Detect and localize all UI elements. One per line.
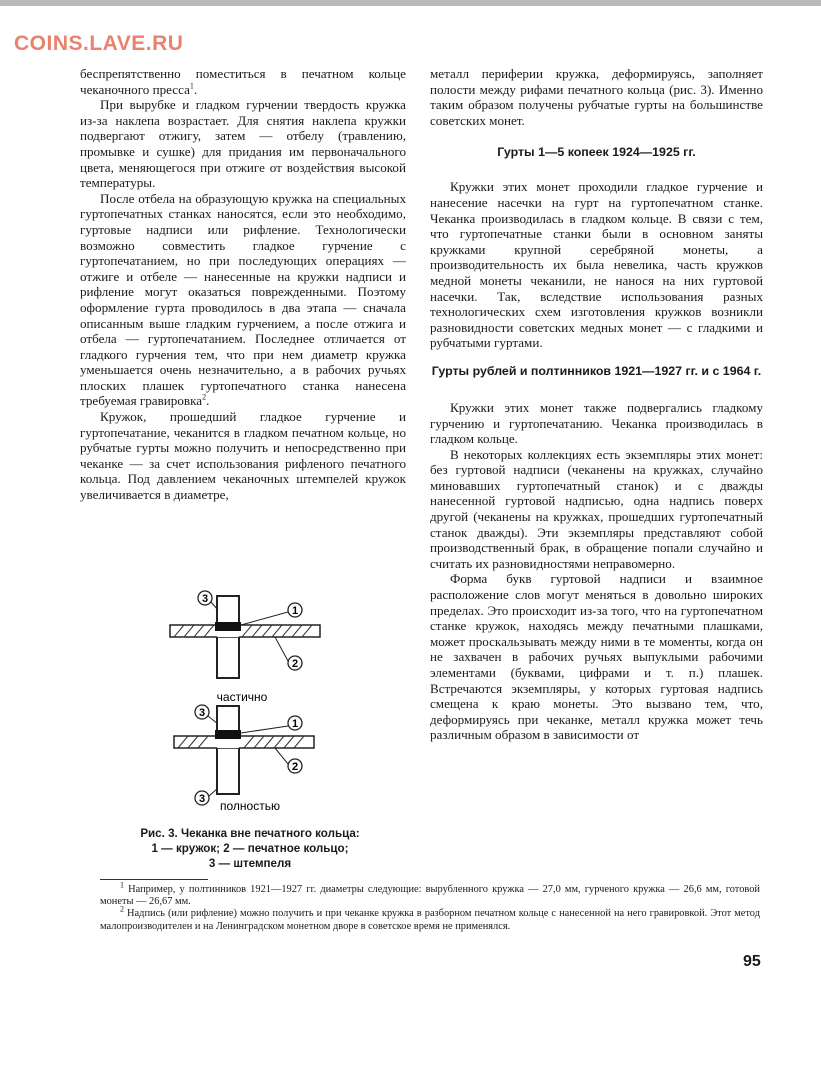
marker-3: 3 [198,793,206,805]
label-partial: частично [216,690,268,704]
site-watermark-logo: COINS.LAVE.RU [14,32,184,55]
footnotes [100,880,760,933]
paragraph: беспрепятственно поместиться в печатном кольце чеканочного пресса$^1$. [80,66,406,97]
paragraph-text: После отбела на образующую кружка на специальных гуртопечатных станках наносятся, если это необходимо, гуртовые надписи или рифление. Технологически возможно совместить гладкое гурчение с гуртопечатанием, но при последующих операциях — отжиге и отбеле — нанесенные на кружки надписи и рифление могут оказаться поврежденными. Поэтому оформление гурта проводилось в два этапа — сначала описанным выше гладким гурчением, а после отжига и отбела — гуртопечатанием. Последнее отличается от гладкого гурчения тем, что при нем диаметр кружка уменьшается очень незначительно, а в рабочих ручьях плоских плашек гуртопечатного станка нанесена требуемая гравировка [80,190,406,409]
caption-line: 1 — кружок; 2 — печатное кольцо; [151,842,349,855]
left-column [80,66,406,503]
footnote [100,904,760,932]
footnote-divider [100,879,208,880]
paragraph: При вырубке и гладком гурчении твердость кружка из-за наклепа возрастает. Для снятия наклепа кружки подвергают отжигу, затем — отбелу (травлению, промывке и сушке) для придания им первоначального цвета, меняющегося при отжиге от воздействия высокой температуры. [80,97,406,191]
paragraph: Кружки этих монет проходили гладкое гурчение и нанесение насечки на гурт на гуртопечатном станке. Чеканка производилась в гладком кольце. В связи с тем, что гуртопечатные станки были в основном заняты кружками крупной серебряной монеты, а производительность их была невелика, часть кружков медной монеты чеканили, не нанося на них гуртовой насечки. Так, вследствие использования разных технологических схем изготовления кружков возникли разновидности советских медных монет — с гладкими и рубчатыми гуртами. [430,179,763,351]
section-heading: Гурты рублей и полтинников 1921—1927 гг. и с 1964 г. [431,363,762,378]
footnote-ref: 2 [202,393,207,403]
section-heading: Гурты 1—5 копеек 1924—1925 гг. [497,145,696,160]
marker-2: 2 [291,658,299,670]
figure-caption [100,826,400,871]
label-full: полностью [220,799,280,813]
diagram-full [174,705,314,813]
paragraph: После отбела на образующую кружка на специальных гуртопечатных станках наносятся, если это необходимо, гуртовые надписи или рифление. Технологически возможно совместить гладкое гурчение с гуртопечатанием, но при последующих операциях — отжиге и отбеле — нанесенные на кружки надписи и рифление могут оказаться поврежденными. Поэтому оформление гурта проводилось в два этапа — сначала описанным выше гладким гурчением, а после отжига и отбела — гуртопечатанием. Последнее отличается от гладкого гурчения тем, что при нем диаметр кружка уменьшается очень незначительно, а в рабочих ручьях плоских плашек гуртопечатного станка нанесена требуемая гравировка$^2$. [80,190,406,409]
paragraph: Кружок, прошедший гладкое гурчение и гуртопечатание, чеканится в гладком печатном кольце, но рубчатые гурты можно получить и непосредственно при чеканке — за счет использования рифленого печатного кольца. Под давлением чеканочных штемпелей кружок увеличивается в диаметре, [80,409,406,503]
footnote [100,880,760,908]
marker-1: 1 [291,718,299,730]
footnote-ref: 1 [189,81,194,91]
paragraph: Форма букв гуртовой надписи и взаимное расположение слов могут меняться в довольно широких пределах. Это происходит из-за того, что на гуртопечатном станке кружок, находясь между печатными плашками, может проскальзывать между ними в те моменты, когда он не захвачен в рабочих ручьях выпуклыми рабочими элементами (буквами, цифрами и т. п.) плашек. Встречаются экземпляры, у которых гуртовая надпись смещена к краю монеты. Это вызвано тем, что, деформируясь при чеканке, металл кружка может течь различным образом в зависимости от [430,571,763,743]
right-column [430,66,763,743]
footnote-text: Например, у полтинников 1921—1927 гг. диаметры следующие: вырубленного кружка — 27,0 мм, гурченого кружка — 26,6 мм, готовой монеты — 26,67 мм. [100,884,760,908]
footnote-mark: 1 [120,880,124,890]
footnote-text: Надпись (или рифление) можно получить и при чеканке кружка в разборном печатном кольце с нанесенной на него гравировкой. Этот метод малопроизводителен и на Ленинградском монетном дворе в советское время не применялся. [100,908,760,932]
marker-1: 1 [291,605,299,617]
marker-3: 3 [198,707,206,719]
caption-line: Рис. 3. Чеканка вне печатного кольца: [140,827,360,840]
marker-2: 2 [291,761,299,773]
paragraph: В некоторых коллекциях есть экземпляры этих монет: без гуртовой надписи (чеканены на кружках, случайно миновавших гуртопечатный станок) и с дважды нанесенной гуртовой надписью, одна надпись поверх другой (чеканены на кружках, прошедших гуртопечатный станок дважды). Эти экземпляры представляют собой производственный брак, в обращение попали случайно и считать их разновидностями неправомерно. [430,446,763,571]
marker-3: 3 [201,593,209,605]
page-number: 95 [743,953,761,970]
figure-coin-striking [160,588,330,818]
diagram-partial [170,591,320,704]
footnote-mark: 2 [120,904,124,914]
top-border [0,0,821,6]
paragraph: Кружки этих монет также подвергались гладкому гурчению и гуртопечатанию. Чеканка производилась в гладком кольце. [430,399,763,447]
paragraph: металл периферии кружка, деформируясь, заполняет полости между рифами печатного кольца (рис. 3). Именно таким образом получены рубчатые гурты на большинстве советских монет. [430,66,763,128]
paragraph-text: беспрепятственно поместиться в печатном кольце чеканочного пресса [80,66,406,97]
caption-line: 3 — штемпеля [208,857,292,870]
